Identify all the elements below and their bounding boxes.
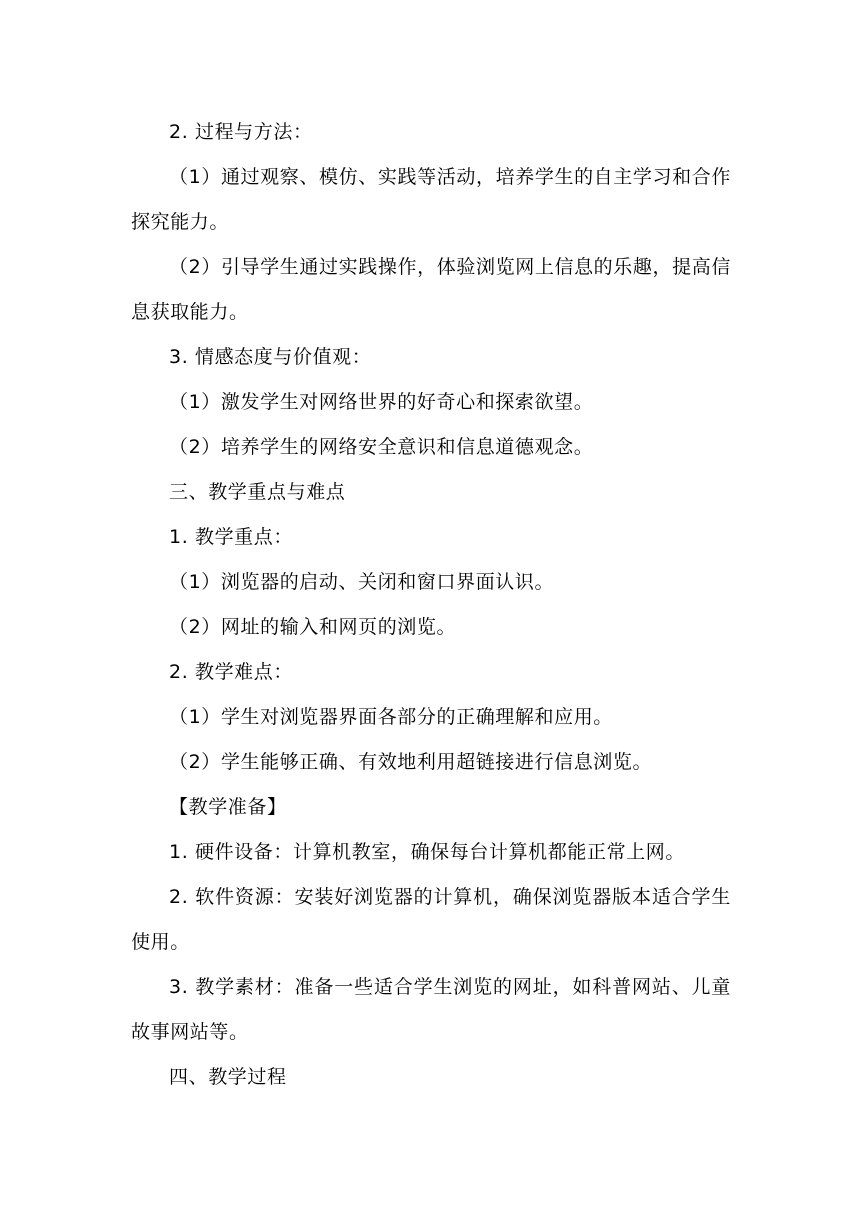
document-body: [131, 110, 731, 1100]
paragraph: （1）浏览器的启动、关闭和窗口界面认识。: [169, 571, 555, 593]
paragraph: （1）通过观察、模仿、实践等活动，培养学生的自主学习和合作探究能力。: [131, 166, 731, 233]
paragraph: （1）学生对浏览器界面各部分的正确理解和应用。: [169, 706, 613, 728]
paragraph: （2）引导学生通过实践操作，体验浏览网上信息的乐趣，提高信息获取能力。: [131, 256, 731, 323]
section-heading: 三、教学重点与难点: [169, 481, 346, 503]
paragraph: 1. 硬件设备：计算机教室，确保每台计算机都能正常上网。: [169, 841, 685, 863]
section-heading: 【教学准备】: [169, 796, 287, 818]
paragraph: （2）培养学生的网络安全意识和信息道德观念。: [169, 436, 594, 458]
paragraph: （2）网址的输入和网页的浏览。: [169, 616, 457, 638]
paragraph: 2. 过程与方法：: [169, 121, 313, 143]
paragraph: （1）激发学生对网络世界的好奇心和探索欲望。: [169, 391, 594, 413]
paragraph: 3. 情感态度与价值观：: [169, 346, 372, 368]
paragraph: （2）学生能够正确、有效地利用超链接进行信息浏览。: [169, 751, 653, 773]
paragraph: 2. 软件资源：安装好浏览器的计算机，确保浏览器版本适合学生使用。: [131, 886, 731, 953]
paragraph: 2. 教学难点：: [169, 661, 293, 683]
paragraph: 3. 教学素材：准备一些适合学生浏览的网址，如科普网站、儿童故事网站等。: [131, 976, 731, 1043]
paragraph: 1. 教学重点：: [169, 526, 293, 548]
section-heading: 四、教学过程: [169, 1066, 287, 1088]
